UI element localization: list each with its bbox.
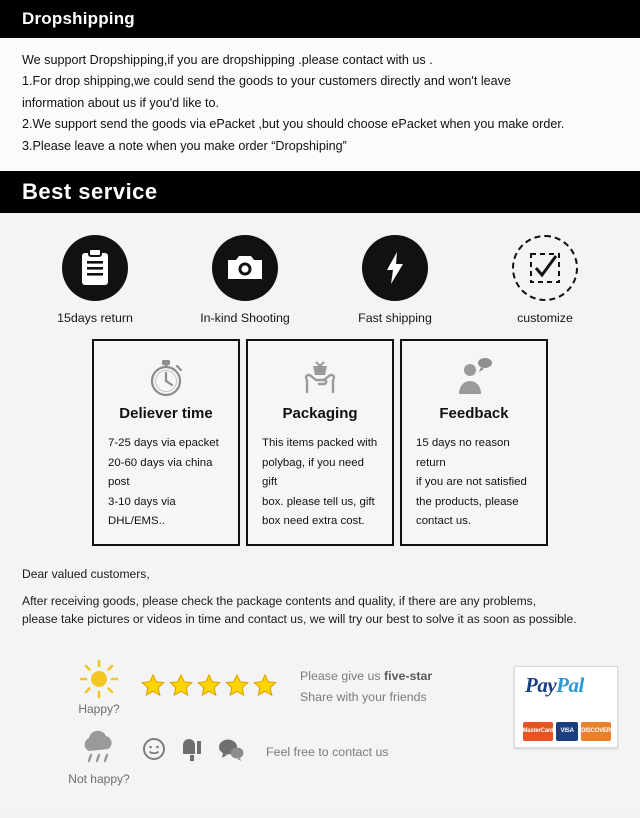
feature-box-line: polybag, if you need gift <box>262 456 364 489</box>
stars-and-text <box>136 658 432 708</box>
feature-box-line: 7-25 days via epacket <box>108 436 219 449</box>
notes-paragraph-line: After receiving goods, please check the package contents and quality, if there are any problems, <box>22 593 537 608</box>
chat-bubbles-icon <box>218 737 244 761</box>
review-text-line1: Please give us <box>300 668 385 683</box>
review-text-line2: Share with your friends <box>300 689 427 704</box>
mastercard-icon: MasterCard <box>523 722 553 741</box>
sun-icon <box>62 658 136 700</box>
feature-boxes-row <box>0 339 640 546</box>
service-icon-label: In-kind Shooting <box>200 310 290 325</box>
feature-box-line: 15 days no reason return <box>416 436 510 469</box>
contact-section <box>0 648 640 818</box>
dropshipping-body <box>0 38 640 171</box>
service-item-shipping <box>334 235 456 325</box>
mailbox-icon <box>180 736 204 762</box>
feature-box-line: the products, please <box>416 495 519 508</box>
paypal-logo-pay: Pay <box>525 672 557 697</box>
rain-cloud-icon <box>62 728 136 770</box>
service-item-shooting <box>184 235 306 325</box>
notes-paragraph-line: please take pictures or videos in time and contact us, we will try our best to solve it as soon as possible. <box>22 612 577 627</box>
service-icon-label: customize <box>517 310 573 325</box>
dropshipping-line: information about us if you'd like to. <box>22 95 220 110</box>
star-icon <box>224 673 250 699</box>
five-star-emphasis: five-star <box>384 668 433 683</box>
clipboard-icon <box>62 235 128 301</box>
dropshipping-heading: Dropshipping <box>0 0 640 38</box>
dropshipping-line: We support Dropshipping,if you are dropshipping .please contact with us . <box>22 53 433 67</box>
feature-box-lines <box>258 434 382 532</box>
star-icon <box>140 673 166 699</box>
customer-notes <box>0 552 640 648</box>
feature-box-line: contact us. <box>416 515 472 528</box>
feature-box-lines <box>104 434 228 532</box>
camera-icon <box>212 235 278 301</box>
dropshipping-line: 2.We support send the goods via ePacket ,but you should choose ePacket when you make order. <box>22 117 565 132</box>
feature-box-line: if you are not satisfied <box>416 476 527 489</box>
discover-icon: DISCOVER <box>581 722 611 741</box>
dropshipping-line: 1.For drop shipping,we could send the goods to your customers directly and won't leave <box>22 74 511 89</box>
visa-icon: VISA <box>556 722 578 741</box>
dropshipping-line: 3.Please leave a note when you make order “Dropshiping” <box>22 138 347 153</box>
service-item-return <box>34 235 156 325</box>
feature-box-packaging <box>246 339 394 546</box>
happy-mood <box>62 658 136 716</box>
feature-box-line: 20-60 days via china post <box>108 456 213 489</box>
service-icons-row <box>0 229 640 329</box>
feature-box-delivery <box>92 339 240 546</box>
paypal-logo <box>521 672 611 697</box>
star-icon <box>168 673 194 699</box>
review-text <box>300 666 432 708</box>
checkmark-box-icon <box>512 235 578 301</box>
feedback-person-icon <box>452 351 496 403</box>
feature-box-line: 3-10 days via DHL/EMS.. <box>108 495 176 528</box>
feature-box-line: box. please tell us, gift <box>262 495 375 508</box>
five-star-rating <box>140 664 278 708</box>
package-hands-icon <box>297 351 343 403</box>
service-icon-label: Fast shipping <box>358 310 432 325</box>
happy-label: Happy? <box>78 701 120 716</box>
best-service-heading: Best service <box>0 171 640 213</box>
feature-box-feedback <box>400 339 548 546</box>
payment-cards <box>521 722 611 741</box>
lightning-bolt-icon <box>362 235 428 301</box>
stopwatch-icon <box>146 351 186 403</box>
smiley-face-icon <box>142 737 166 761</box>
best-service-section <box>0 213 640 552</box>
contact-icons-and-text <box>136 728 389 763</box>
feature-box-line: box need extra cost. <box>262 515 365 528</box>
paypal-logo-pal: Pal <box>556 672 584 697</box>
not-happy-mood <box>62 728 136 786</box>
paypal-badge <box>514 666 618 748</box>
contact-icons <box>142 736 244 763</box>
feature-box-line: This items packed with <box>262 436 378 449</box>
feature-box-title: Packaging <box>282 404 358 422</box>
feature-box-title: Deliever time <box>119 404 213 422</box>
notes-greeting: Dear valued customers, <box>22 567 150 581</box>
star-icon <box>252 673 278 699</box>
service-item-customize <box>484 235 606 325</box>
not-happy-label: Not happy? <box>68 771 130 786</box>
star-icon <box>196 673 222 699</box>
feature-box-title: Feedback <box>439 404 509 422</box>
feature-box-lines <box>412 434 536 532</box>
contact-text: Feel free to contact us <box>266 744 389 759</box>
service-icon-label: 15days return <box>57 310 133 325</box>
